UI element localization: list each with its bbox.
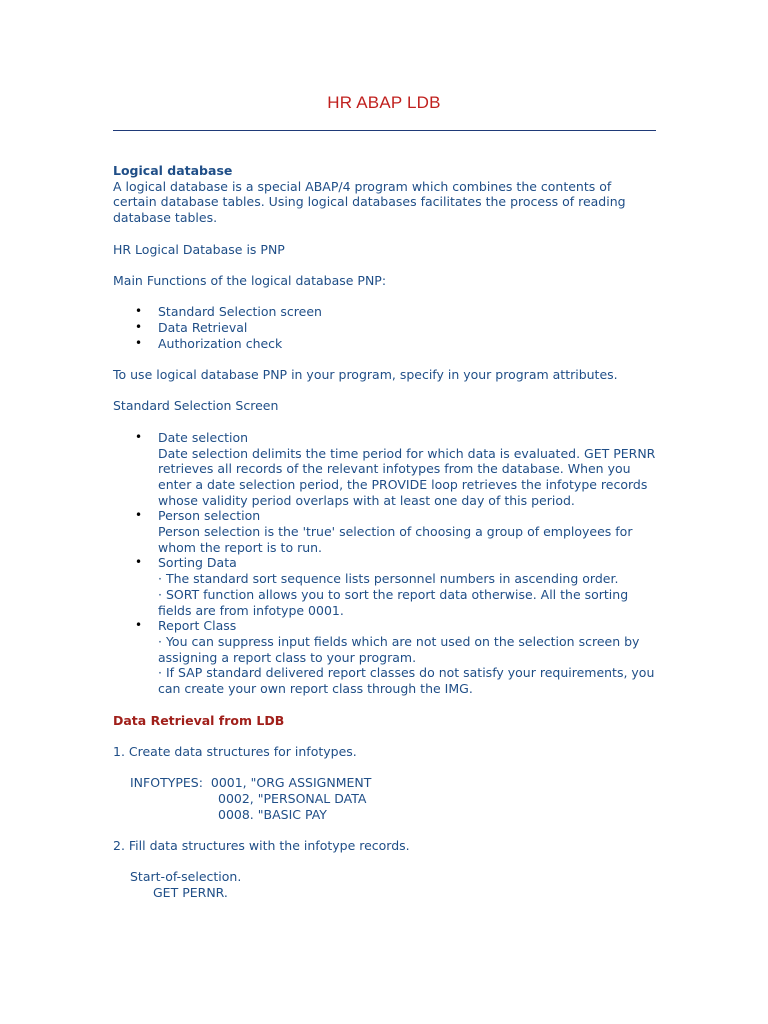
main-functions-line: Main Functions of the logical database PNP:	[113, 272, 387, 288]
list-item	[158, 555, 658, 618]
list-item: • Standard Selection screen	[158, 304, 658, 320]
page-title: HR ABAP LDB	[327, 93, 441, 112]
standard-selection-screen-heading: Standard Selection Screen	[113, 398, 279, 414]
functions-list	[113, 304, 658, 351]
infotypes-line: 0008. "BASIC PAY	[218, 806, 327, 822]
hr-ldb-line: HR Logical Database is PNP	[113, 241, 285, 257]
title-divider	[113, 130, 656, 131]
list-item-text: · SORT function allows you to sort the report data otherwise. All the sorting fields are from infotype 0001.	[158, 586, 629, 618]
section-heading-logical-database: Logical database	[113, 163, 233, 178]
list-item-text: Date selection delimits the time period for which data is evaluated. GET PERNR retrieves all records of the relevant infotypes from the database. When you enter a date selection period, the PROVIDE loop retrieves the infotype records whose validity period overlaps with at least one day of this period.	[158, 445, 656, 508]
document-body	[113, 163, 658, 901]
list-item-title: • Date selection	[158, 429, 249, 445]
section-heading-data-retrieval: Data Retrieval from LDB	[113, 712, 285, 728]
logical-database-paragraph: A logical database is a special ABAP/4 program which combines the contents of certain database tables. Using logical databases facilitates the process of reading database tables.	[113, 178, 626, 226]
selection-items-list	[113, 430, 658, 697]
list-item-text: Person selection is the 'true' selection of choosing a group of employees for whom the report is to run.	[158, 524, 633, 555]
code-line: Start-of-selection.	[130, 869, 242, 885]
infotypes-line: INFOTYPES: 0001, "ORG ASSIGNMENT	[130, 775, 372, 791]
list-item-title: • Report Class	[158, 618, 237, 634]
infotypes-line: 0002, "PERSONAL DATA	[218, 790, 367, 806]
list-item	[158, 618, 658, 697]
list-item-title: • Person selection	[158, 508, 261, 524]
use-ldb-line: To use logical database PNP in your program, specify in your program attributes.	[113, 367, 618, 383]
code-line: GET PERNR.	[153, 885, 228, 901]
list-item	[158, 508, 658, 555]
list-item-text: · The standard sort sequence lists personnel numbers in ascending order.	[158, 571, 619, 587]
step-1: 1. Create data structures for infotypes.	[113, 743, 357, 759]
list-item-text: · You can suppress input fields which are not used on the selection screen by assigning a report class to your program.	[158, 634, 640, 665]
list-item-title: • Sorting Data	[158, 555, 237, 571]
list-item-text: · If SAP standard delivered report classes do not satisfy your requirements, you can create your own report class through the IMG.	[158, 665, 655, 697]
list-item: • Data Retrieval	[158, 320, 658, 336]
list-item	[158, 430, 658, 509]
step-2: 2. Fill data structures with the infotype records.	[113, 838, 410, 854]
list-item: • Authorization check	[158, 336, 658, 352]
